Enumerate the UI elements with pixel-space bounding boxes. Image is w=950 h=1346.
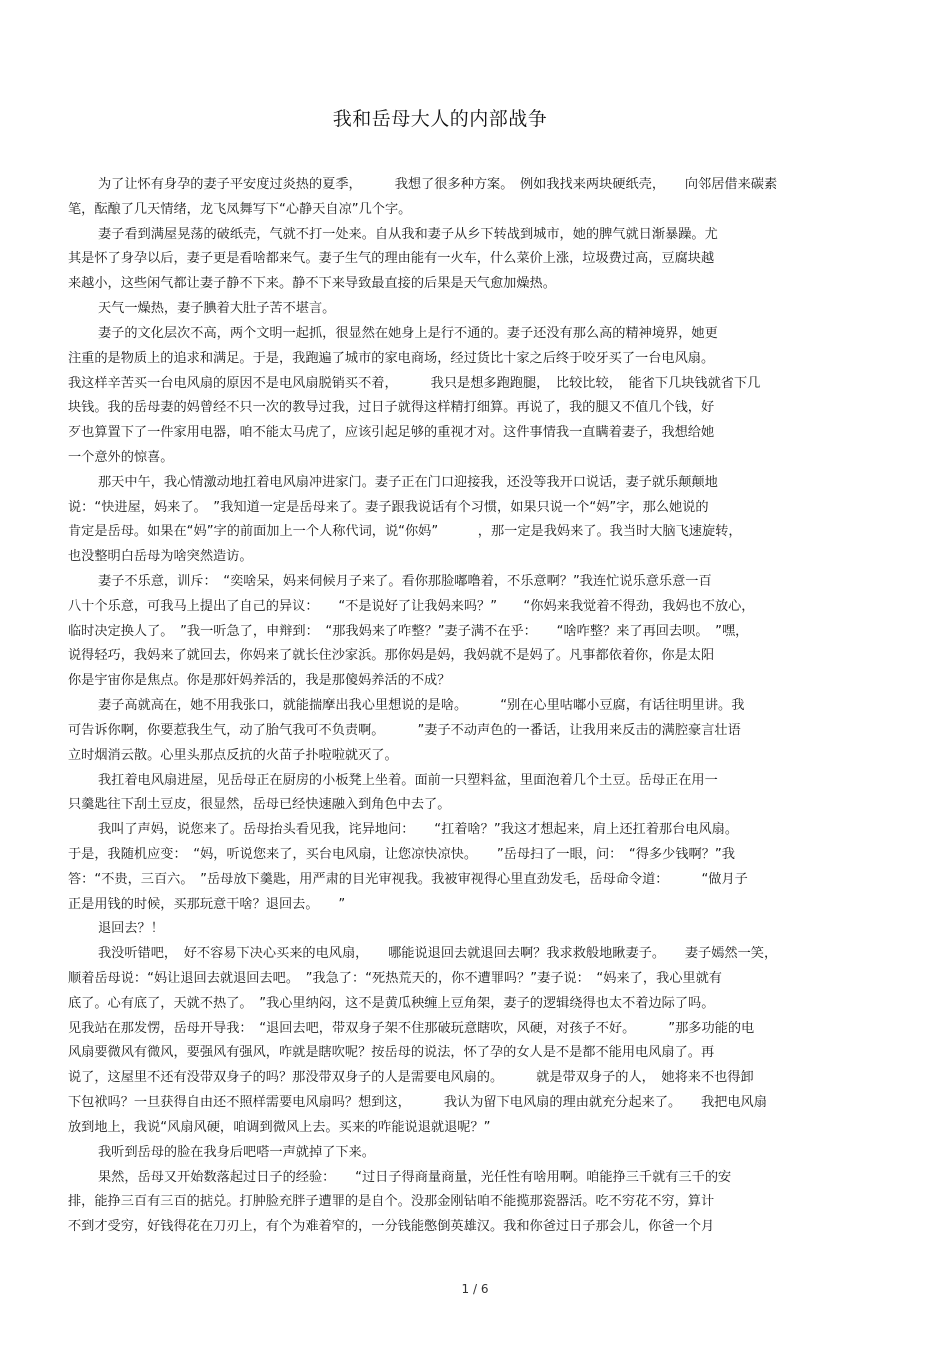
text-line: 来越小，这些闲气都让妻子静不下来。静不下来导致最直接的后果是天气愈加燥热。 — [68, 276, 556, 292]
text-line: 笔，酝酿了几天情绪，龙飞凤舞写下“心静天自凉”几个字。 — [68, 201, 412, 217]
text-line: 注重的是物质上的追求和满足。于是，我跑遍了城市的家电商场，经过货比十家之后终于咬牙买了一台电风扇。 — [68, 350, 715, 366]
text-line: 妻子的文化层次不高，两个文明一起抓，很显然在她身上是行不通的。妻子还没有那么高的精神境界，她更 — [98, 325, 718, 341]
text-line: 为了让怀有身孕的妻子平安度过炎热的夏季， 我想了很多种方案。 例如我找来两块硬纸壳， 向邻居借来碳素 — [98, 177, 778, 192]
text-line: 正是用钱的时候，买那玩意干啥？退回去。 ” — [68, 896, 346, 912]
text-line: 可告诉你啊，你要惹我生气，动了胎气我可不负责啊。 ”妻子不动声色的一番话，让我用来反击的满腔豪言壮语 — [68, 722, 741, 738]
text-line: 歹也算置下了一件家用电器，咱不能太马虎了，应该引起足够的重视才对。这件事情我一直瞒着妻子，我想给她 — [68, 425, 715, 441]
text-line: 我叫了声妈，说您来了。岳母抬头看见我，诧异地问： “扛着啥？”我这才想起来，肩上还扛着那台电风扇。 — [98, 822, 739, 838]
text-line: 风扇要微风有微风，要强风有强风，咋就是瞎吹呢？按岳母的说法，怀了孕的女人是不是都不能用电风扇了。再 — [68, 1045, 715, 1061]
text-line: 底了。心有底了，天就不热了。 ”我心里纳闷，这不是黄瓜秧缠上豆角架，妻子的逻辑绕得也太不着边际了吗。 — [68, 995, 715, 1011]
text-line: 说得轻巧，我妈来了就回去，你妈来了就长住沙家浜。那你妈是妈，我妈就不是妈了。凡事都依着你，你是太阳 — [68, 648, 715, 664]
text-line: 天气一燥热，妻子腆着大肚子苦不堪言。 — [98, 301, 336, 317]
text-line: 也没整明白岳母为啥突然造访。 — [68, 549, 253, 565]
text-line: 我没听错吧， 好不容易下决心买来的电风扇， 哪能说退回去就退回去啊？我求救般地瞅妻子。 妻子嫣然一笑， — [98, 946, 778, 962]
text-line: 肯定是岳母。如果在“妈”字的前面加上一个人称代词，说“你妈” ，那一定是我妈来了。我当时大脑飞速旋转， — [68, 524, 742, 540]
text-line: 答：“不贵，三百六。 ”岳母放下羹匙，用严肃的目光审视我。我被审视得心里直劲发毛，岳母命令道： “做月子 — [68, 871, 748, 887]
text-line: 不到才受穷，好钱得花在刀刃上，有个为难着窄的，一分钱能憋倒英雄汉。我和你爸过日子那会儿，你爸一个月 — [68, 1219, 715, 1235]
text-line: 妻子高就高在，她不用我张口，就能揣摩出我心里想说的是啥。 “别在心里咕嘟小豆腐，有话往明里讲。我 — [98, 698, 745, 714]
text-line: 只羹匙往下刮土豆皮，很显然，岳母已经快速融入到角色中去了。 — [68, 797, 451, 813]
text-line: 八十个乐意，可我马上提出了自己的异议： “不是说好了让我妈来吗？” “你妈来我觉着不得劲，我妈也不放心， — [68, 598, 755, 614]
text-line: 一个意外的惊喜。 — [68, 449, 174, 465]
text-line: 你是宇宙你是焦点。你是那奸妈养活的，我是那傻妈养活的不成？ — [68, 673, 451, 689]
text-line: 我这样辛苦买一台电风扇的原因不是电风扇脱销买不着， 我只是想多跑跑腿， 比较比较， 能省下几块钱就省下几 — [68, 375, 761, 391]
text-line: 说了，这屋里不还有没带双身子的吗？那没带双身子的人是需要电风扇的。 就是带双身子的人， 她将来不也得卸 — [68, 1070, 754, 1086]
text-line: 其是怀了身孕以后，妻子更是看啥都来气。妻子生气的理由能有一火车，什么菜价上涨，垃圾费过高，豆腐块越 — [68, 251, 715, 267]
text-line: 下包袱吗？一旦获得自由还不照样需要电风扇吗？想到这， 我认为留下电风扇的理由就充分起来了。 我把电风扇 — [68, 1095, 767, 1111]
text-line: 妻子不乐意，训斥： “奕啥呆，妈来伺候月子来了。看你那脸嘟噜着，不乐意啊？”我连忙说乐意乐意一百 — [98, 574, 712, 589]
page-number: 1 / 6 — [461, 1282, 489, 1296]
document-body — [68, 173, 880, 1240]
text-line: 说：“快进屋，妈来了。 ”我知道一定是岳母来了。妻子跟我说话有个习惯，如果只说一个“妈”字，那么她说的 — [68, 499, 709, 515]
text-line: 那天中午，我心情激动地扛着电风扇冲进家门。妻子正在门口迎接我，还没等我开口说话，妻子就乐颠颠地 — [98, 474, 718, 490]
text-line: 我听到岳母的脸在我身后吧嗒一声就掉了下来。 — [98, 1144, 375, 1160]
text-line: 于是，我随机应变： “妈，听说您来了，买台电风扇，让您凉快凉快。 ”岳母扫了一眼，问： “得多少钱啊？”我 — [68, 846, 735, 862]
text-line: 见我站在那发愣，岳母开导我： “退回去吧，带双身子架不住那破玩意瞎吹，风硬，对孩子不好。 ”那多功能的电 — [68, 1020, 755, 1036]
text-line: 果然，岳母又开始数落起过日子的经验： “过日子得商量商量，光任性有啥用啊。咱能挣三千就有三千的安 — [98, 1169, 732, 1185]
text-line: 退回去？！ — [98, 921, 164, 937]
text-line: 我扛着电风扇进屋，见岳母正在厨房的小板凳上坐着。面前一只塑料盆，里面泡着几个土豆。岳母正在用一 — [98, 772, 718, 788]
text-line: 顺着岳母说：“妈让退回去就退回去吧。 ”我急了：“死热荒天的，你不遭罪吗？”妻子说： “妈来了，我心里就有 — [68, 971, 722, 986]
text-line: 妻子看到满屋晃荡的破纸壳，气就不打一处来。自从我和妻子从乡下转战到城市，她的脾气就日渐暴躁。尤 — [98, 226, 718, 242]
text-line: 排，能挣三百有三百的掂兑。打肿脸充胖子遭罪的是自个。没那金刚钻咱不能揽那瓷器活。吃不穷花不穷，算计 — [68, 1194, 715, 1210]
document-title: 我和岳母大人的内部战争 — [332, 108, 548, 130]
text-line: 放到地上，我说“风扇风硬，咱调到微风上去。买来的咋能说退就退呢？” — [68, 1119, 491, 1135]
text-line: 立时烟消云散。心里头那点反抗的火苗子扑啦啦就灭了。 — [68, 747, 398, 763]
text-line: 块钱。我的岳母妻的妈曾经不只一次的教导过我，过日子就得这样精打细算。再说了，我的腿又不值几个钱，好 — [68, 400, 715, 416]
text-line: 临时决定换人了。 ”我一听急了，申辩到： “那我妈来了咋整？”妻子满不在乎： “啥咋整？来了再回去呗。 ”嘿， — [68, 623, 749, 639]
